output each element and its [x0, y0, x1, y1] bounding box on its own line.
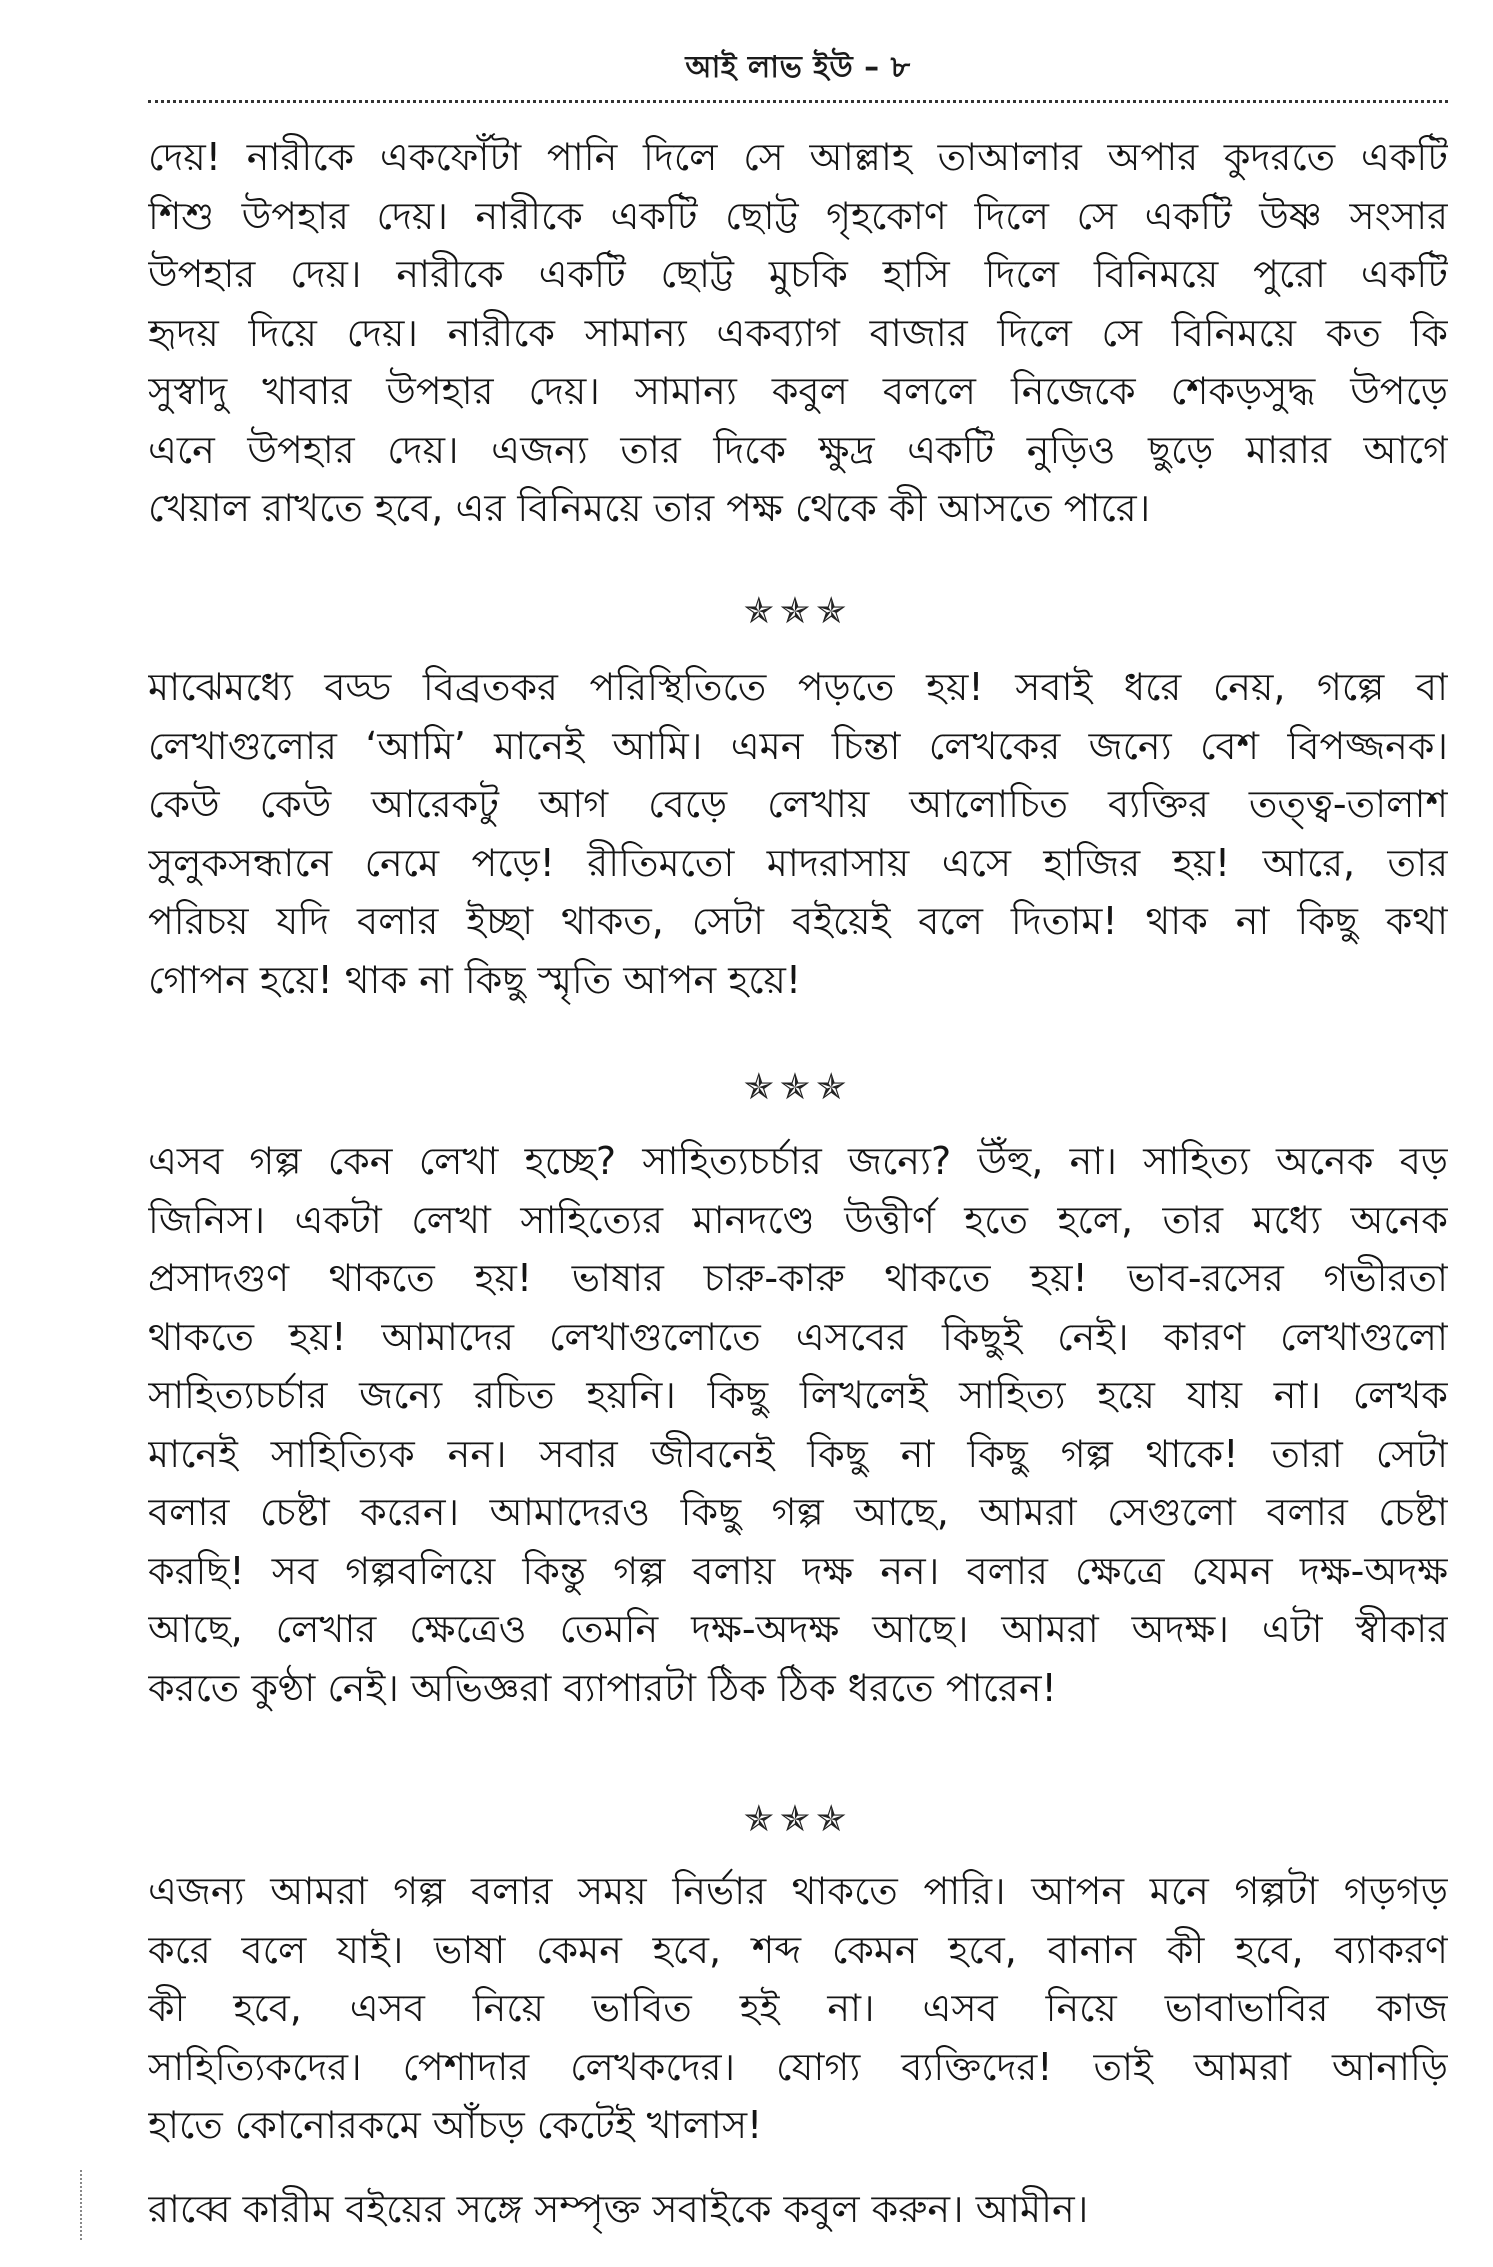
closing-prayer: [148, 2180, 1448, 2239]
paragraph-1: [148, 128, 1448, 538]
paragraph-line: গোপন হয়ে! থাক না কিছু স্মৃতি আপন হয়ে!: [148, 957, 802, 1002]
paragraph-line: জিনিস। একটা লেখা সাহিত্যের মানদণ্ডে উত্তীর্ণ হতে হলে, তার মধ্যে অনেক: [148, 1197, 1448, 1242]
paragraph-3: [148, 1132, 1448, 1717]
paragraph-line: হাতে কোনোরকমে আঁচড় কেটেই খালাস!: [148, 2103, 763, 2147]
paragraph-line: এনে উপহার দেয়। এজন্য তার দিকে ক্ষুদ্র একটি নুড়িও ছুড়ে মারার আগে: [148, 427, 1448, 472]
paragraph-line: আছে, লেখার ক্ষেত্রেও তেমনি দক্ষ-অদক্ষ আছে। আমরা অদক্ষ। এটা স্বীকার: [148, 1607, 1448, 1651]
paragraph-line: পরিচয় যদি বলার ইচ্ছা থাকত, সেটা বইয়েই বলে দিতাম! থাক না কিছু কথা: [148, 899, 1448, 943]
paragraph-line: করতে কুণ্ঠা নেই। অভিজ্ঞরা ব্যাপারটা ঠিক ঠিক ধরতে পারেন!: [148, 1665, 1057, 1710]
paragraph-line: বলার চেষ্টা করেন। আমাদেরও কিছু গল্প আছে, আমরা সেগুলো বলার চেষ্টা: [148, 1490, 1448, 1534]
margin-scan-mark: [80, 2170, 88, 2240]
paragraph-line: শিশু উপহার দেয়। নারীকে একটি ছোট্ট গৃহকোণ দিলে সে একটি উষ্ণ সংসার: [148, 193, 1448, 238]
paragraph-line: হৃদয় দিয়ে দেয়। নারীকে সামান্য একব্যাগ বাজার দিলে সে বিনিময়ে কত কি: [148, 310, 1448, 355]
paragraph-line: সাহিত্যিকদের। পেশাদার লেখকদের। যোগ্য ব্যক্তিদের! তাই আমরা আনাড়ি: [148, 2044, 1448, 2089]
paragraph-line: করছি! সব গল্পবলিয়ে কিন্তু গল্প বলায় দক্ষ নন। বলার ক্ষেত্রে যেমন দক্ষ-অদক্ষ: [148, 1548, 1448, 1593]
section-divider-stars: ✯✯✯: [743, 1799, 853, 1840]
section-divider-stars: ✯✯✯: [743, 1067, 853, 1108]
paragraph-2: [148, 658, 1448, 1009]
paragraph-line: সাহিত্যচর্চার জন্যে রচিত হয়নি। কিছু লিখলেই সাহিত্য হয়ে যায় না। লেখক: [148, 1373, 1448, 1417]
paragraph-line: দেয়! নারীকে একফোঁটা পানি দিলে সে আল্লাহ তাআলার অপার কুদরতে একটি: [148, 135, 1448, 179]
paragraph-line: এজন্য আমরা গল্প বলার সময় নির্ভার থাকতে পারি। আপন মনে গল্পটা গড়গড়: [148, 1869, 1448, 1913]
section-divider-stars: ✯✯✯: [743, 591, 853, 632]
paragraph-line: লেখাগুলোর ‘আমি’ মানেই আমি। এমন চিন্তা লেখকের জন্যে বেশ বিপজ্জনক।: [148, 723, 1448, 768]
paragraph-line: প্রসাদগুণ থাকতে হয়! ভাষার চারু-কারু থাকতে হয়! ভাব-রসের গভীরতা: [148, 1256, 1448, 1300]
paragraph-line: কী হবে, এসব নিয়ে ভাবিত হই না। এসব নিয়ে ভাবাভাবির কাজ: [148, 1986, 1448, 2030]
paragraph-line: মাঝেমধ্যে বড্ড বিব্রতকর পরিস্থিতিতে পড়তে হয়! সবাই ধরে নেয়, গল্পে বা: [148, 665, 1448, 709]
paragraph-line: সুলুকসন্ধানে নেমে পড়ে! রীতিমতো মাদরাসায় এসে হাজির হয়! আরে, তার: [148, 840, 1448, 885]
paragraph-line: এসব গল্প কেন লেখা হচ্ছে? সাহিত্যচর্চার জন্যে? উঁহু, না। সাহিত্য অনেক বড়: [148, 1139, 1448, 1183]
paragraph-line: থাকতে হয়! আমাদের লেখাগুলোতে এসবের কিছুই নেই। কারণ লেখাগুলো: [148, 1314, 1448, 1359]
running-header: আই লাভ ইউ – ৮: [685, 50, 911, 85]
paragraph-line: উপহার দেয়। নারীকে একটি ছোট্ট মুচকি হাসি দিলে বিনিময়ে পুরো একটি: [148, 252, 1448, 296]
paragraph-4: [148, 1862, 1448, 2155]
paragraph-line: সুস্বাদু খাবার উপহার দেয়। সামান্য কবুল বললে নিজেকে শেকড়সুদ্ধ উপড়ে: [148, 369, 1448, 413]
header-divider: [148, 100, 1448, 103]
paragraph-line: করে বলে যাই। ভাষা কেমন হবে, শব্দ কেমন হবে, বানান কী হবে, ব্যাকরণ: [148, 1927, 1448, 1972]
paragraph-line: রাব্বে কারীম বইয়ের সঙ্গে সম্পৃক্ত সবাইকে কবুল করুন। আমীন।: [148, 2187, 1089, 2231]
paragraph-line: কেউ কেউ আরেকটু আগ বেড়ে লেখায় আলোচিত ব্যক্তির তত্ত্ব-তালাশ: [148, 782, 1448, 826]
paragraph-line: খেয়াল রাখতে হবে, এর বিনিময়ে তার পক্ষ থেকে কী আসতে পারে।: [148, 486, 1151, 530]
paragraph-line: মানেই সাহিত্যিক নন। সবার জীবনেই কিছু না কিছু গল্প থাকে! তারা সেটা: [148, 1431, 1448, 1476]
